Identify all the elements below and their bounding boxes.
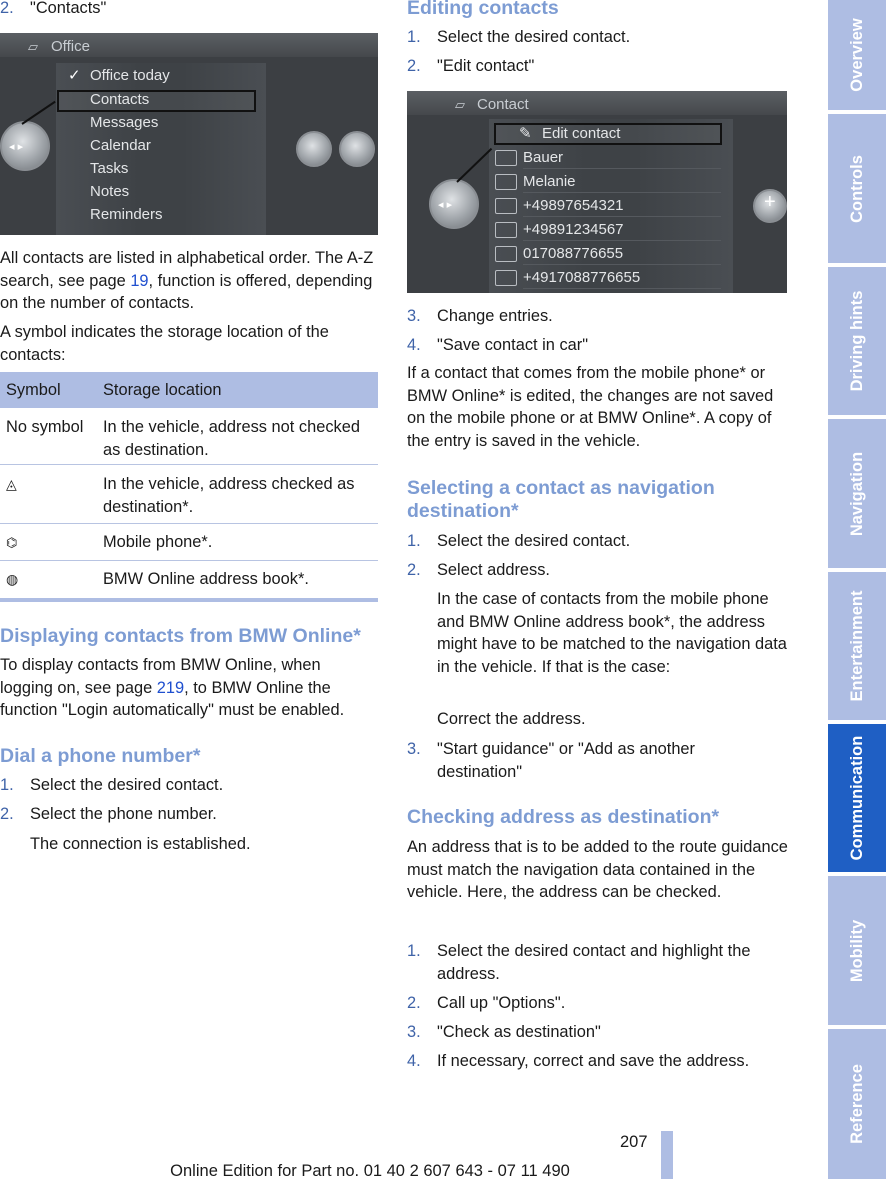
footer-edition: Online Edition for Part no. 01 40 2 607 643 - 07 11 490 [170, 1162, 570, 1179]
paragraph-alphabetical: All contacts are listed in alphabetical order. The A-Z search, see page 19, function is offered, depending on the number of contacts. [0, 249, 374, 312]
contact-edit-screenshot [407, 91, 787, 293]
menu-item: Notes [90, 183, 130, 200]
step: 4. If necessary, correct and save the address. [407, 1052, 750, 1070]
tab-reference[interactable]: Reference [828, 1029, 886, 1179]
screen-header-title: Office [51, 38, 90, 55]
work-phone-icon [495, 222, 517, 238]
dial-note: The connection is established. [30, 835, 251, 853]
arrows-icon: ◂ ▸ [9, 141, 24, 153]
step: 1. Select the desired contact. [0, 776, 224, 794]
step: 2. "Edit contact" [407, 57, 535, 75]
nav-note: In the case of contacts from the mobile phone and BMW Online address book*, the address might have to be matched to the navigation data in the vehicle. If that is the case: [437, 590, 787, 676]
table-row: ◬ In the vehicle, address checked as destination*. [0, 465, 378, 524]
screen-header-title: Contact [477, 96, 529, 113]
controller-knob-icon [0, 121, 50, 171]
step-text: "Contacts" [30, 0, 107, 17]
step: 3. "Start guidance" or "Add as another destination" [407, 740, 696, 781]
paragraph-symbol: A symbol indicates the storage location of the contacts: [0, 323, 329, 364]
person-icon [495, 174, 517, 190]
contact-row: Bauer [523, 148, 721, 169]
heading-navigation-destination: Selecting a contact as navigation destination* [407, 477, 715, 522]
mobile-phone-icon: ⌬ [6, 535, 18, 550]
tab-communication[interactable]: Communication [828, 724, 886, 872]
callout-line [456, 148, 492, 183]
step: 3. Change entries. [407, 307, 553, 325]
heading-editing: Editing contacts [407, 0, 559, 19]
table-row: ◍ BMW Online address book*. [6, 570, 309, 588]
tab-controls[interactable]: Controls [828, 114, 886, 263]
person-icon [495, 150, 517, 166]
mobile-icon [495, 246, 517, 262]
options-knob-icon [339, 131, 375, 167]
screen-header [407, 91, 787, 115]
menu-item: Messages [90, 114, 159, 131]
page-link[interactable]: 19 [130, 271, 149, 290]
check-icon: ✓ [68, 67, 81, 84]
heading-dial: Dial a phone number* [0, 745, 201, 767]
contact-row: Melanie [523, 172, 721, 193]
tab-mobility[interactable]: Mobility [828, 876, 886, 1025]
nav-note: Correct the address. [437, 710, 586, 728]
step: 2. Call up "Options". [407, 994, 566, 1012]
paragraph-edit-note: If a contact that comes from the mobile phone* or BMW Online* is edited, the changes are not saved on the mobile phone or at BMW Online*. A copy of the entry is saved in the vehicle. [407, 364, 774, 450]
page-link[interactable]: 219 [156, 678, 185, 697]
callout-line [21, 101, 55, 125]
contact-row: +49891234567 [523, 220, 721, 241]
paragraph-check: An address that is to be added to the route guidance must match the navigation data contained in the vehicle. Here, the address can be checked. [407, 838, 788, 901]
tab-driving-hints[interactable]: Driving hints [828, 267, 886, 415]
tab-entertainment[interactable]: Entertainment [828, 572, 886, 720]
edit-contact-item: Edit contact [542, 125, 621, 142]
plus-icon: + [764, 191, 776, 213]
step: 1. Select the desired contact and highlight the address. [407, 942, 751, 983]
contact-row: +4917088776655 [523, 268, 721, 289]
step: 1. Select the desired contact. [407, 28, 631, 46]
table-row: ⌬ Mobile phone*. [0, 524, 378, 561]
storage-table [0, 372, 378, 602]
screen-header [0, 33, 378, 57]
step: 2. Select the phone number. [0, 805, 217, 823]
heading-check-address: Checking address as destination* [407, 806, 720, 828]
col-header-symbol: Symbol [6, 380, 61, 399]
step: 4. "Save contact in car" [407, 336, 589, 354]
selected-item-frame [57, 90, 256, 112]
tab-overview[interactable]: Overview [828, 0, 886, 110]
tab-navigation[interactable]: Navigation [828, 419, 886, 568]
menu-item: Calendar [90, 137, 151, 154]
col-header-location: Storage location [103, 380, 222, 399]
table-row: No symbol In the vehicle, address not checked as destination. [0, 408, 378, 465]
contact-row: +49897654321 [523, 196, 721, 217]
controller-knob-icon [429, 179, 479, 229]
home-phone-icon [495, 198, 517, 214]
step-number: 2. [0, 0, 14, 17]
office-menu-screenshot [0, 33, 378, 235]
paragraph-online: To display contacts from BMW Online, when logging on, see page 219, to BMW Online the function "Login automatically" must be enabled. [0, 656, 345, 719]
contact-card-icon: ▱ [455, 97, 465, 112]
phone-handset-icon [495, 270, 517, 286]
menu-item: Office today [90, 67, 170, 84]
table-header [0, 372, 378, 408]
bmw-online-icon: ◍ [6, 571, 19, 587]
page-number: 207 [620, 1133, 648, 1151]
menu-item: Tasks [90, 160, 129, 177]
arrows-icon: ◂ ▸ [438, 199, 453, 211]
notes-knob-icon [296, 131, 332, 167]
pencil-icon: ✎ [519, 125, 532, 142]
step-contacts [0, 0, 378, 20]
menu-item: Contacts [90, 91, 150, 108]
heading-bmw-online: Displaying contacts from BMW Online* [0, 625, 361, 647]
step: 3. "Check as destination" [407, 1023, 601, 1041]
step: 1. Select the desired contact. [407, 532, 631, 550]
notepad-icon: ▱ [28, 39, 38, 54]
step: 2. Select address. [407, 561, 550, 579]
navigation-flag-icon: ◬ [6, 476, 17, 492]
chapter-tabs [828, 0, 886, 1179]
contact-row: 017088776655 [523, 244, 721, 265]
menu-item: Reminders [90, 206, 163, 223]
